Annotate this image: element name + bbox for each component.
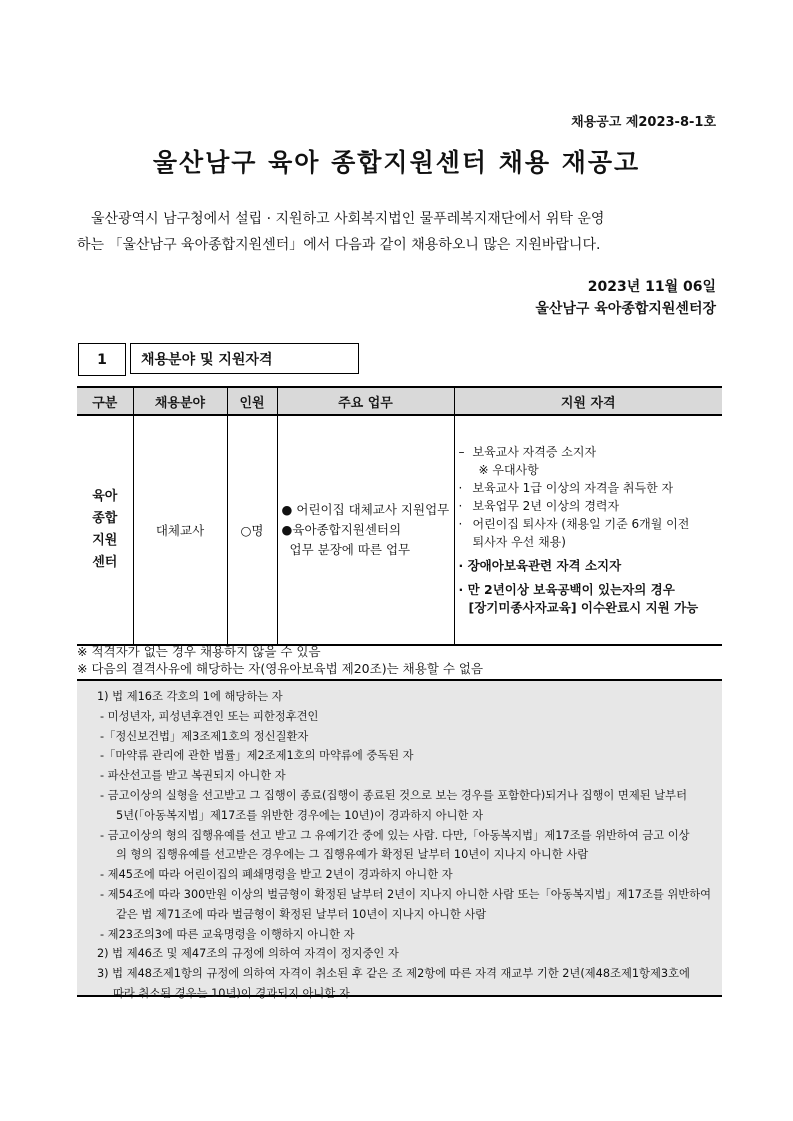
intro-line-2: 하는 「울산남구 육아종합지원센터」에서 다음과 같이 채용하오니 많은 지원바랍니다. (77, 237, 601, 253)
qual-text: 보육업무 2년 이상의 경력자 (472, 499, 620, 513)
disqual-line: 1) 법 제16조 각호의 1에 해당하는 자 (97, 690, 283, 703)
qual-bold-item: [장기미종사자교육] 이수완료시 지원 가능 (468, 600, 699, 615)
division-line: 육아 (92, 489, 118, 504)
disqual-line: 같은 법 제71조에 따라 벌금형이 확정된 날부터 10년이 지나지 아니한 사람 (116, 907, 487, 921)
disqual-line: - 금고이상의 실형을 선고받고 그 집행이 종료(집행이 종료된 것으로 보는 경우를 포함한다)되거나 집행이 면제된 날부터 (100, 788, 687, 802)
header-count: 인원 (227, 387, 277, 415)
qual-item (459, 515, 719, 533)
organization-name: 울산남구 육아종합지원센터장 (535, 301, 716, 317)
header-duties: 주요 업무 (277, 387, 454, 415)
recruitment-table (77, 386, 722, 646)
note-1: ※ 적격자가 없는 경우 채용하지 않을 수 있음 (77, 644, 321, 659)
duty-item: ● 어린이집 대체교사 지원업무 (281, 502, 450, 517)
qualifications-cell (454, 415, 722, 645)
qual-text: 보육교사 자격증 소지자 (472, 445, 597, 459)
disqual-line: 2) 법 제46조 및 제47조의 규정에 의하여 자격이 정지중인 자 (97, 947, 399, 961)
disqual-line: 5년(「아동복지법」제17조를 위반한 경우에는 10년)이 경과하지 아니한 자 (116, 808, 483, 822)
disqual-line: 의 형의 집행유예를 선고받은 경우에는 그 집행유예가 확정된 날부터 10년이 지나지 아니한 사람 (116, 848, 589, 862)
duties-cell (277, 415, 454, 645)
disqual-line: - 제45조에 따라 어린이집의 폐쇄명령을 받고 2년이 경과하지 아니한 자 (100, 868, 453, 882)
qual-text: 보육교사 1급 이상의 자격을 취득한 자 (472, 481, 674, 495)
qual-item (459, 533, 719, 551)
page-title: 울산남구 육아 종합지원센터 채용 재공고 (152, 148, 641, 177)
disqualification-box (77, 679, 722, 1000)
intro-line-1: 울산광역시 남구청에서 설립 · 지원하고 사회복지법인 물푸레복지재단에서 위탁 운영 (91, 211, 605, 227)
disqual-line: - 미성년자, 피성년후견인 또는 피한정후견인 (100, 709, 319, 723)
qual-item (459, 497, 719, 515)
qual-bold-item: · 만 2년이상 보육공백이 있는자의 경우 (458, 582, 675, 597)
qual-mark: · (458, 499, 463, 513)
header-field: 채용분야 (133, 387, 227, 415)
notice-number: 채용공고 제2023-8-1호 (571, 115, 716, 130)
disqual-line: -「정신보건법」제3조제1호의 정신질환자 (100, 729, 309, 743)
disqual-line: 따라 취소된 경우는 10년)이 경과되지 아니한 자 (113, 986, 350, 1000)
section-title: 채용분야 및 지원자격 (130, 343, 359, 374)
header-division: 구분 (77, 387, 133, 415)
count-cell: ○명 (227, 415, 277, 645)
qual-text: 퇴사자 우선 채용) (472, 535, 566, 549)
disqual-line: - 파산선고를 받고 복권되지 아니한 자 (100, 769, 286, 783)
division-line: 지원 (92, 533, 118, 548)
division-line: 종합 (92, 511, 118, 526)
section-number: 1 (78, 343, 126, 376)
notice-date: 2023년 11월 06일 (587, 279, 716, 295)
duty-item: ●육아종합지원센터의 (281, 522, 402, 537)
division-cell (77, 415, 133, 645)
duty-item: 업무 분장에 따른 업무 (289, 542, 411, 557)
header-qualifications: 지원 자격 (454, 387, 722, 415)
table-row (77, 415, 722, 645)
intro-paragraph (77, 206, 717, 258)
division-line: 센터 (92, 555, 118, 570)
qual-mark: · (458, 481, 463, 495)
disqual-line: - 금고이상의 형의 집행유예를 선고 받고 그 유예기간 중에 있는 사람. 다만,「아동복지법」제17조를 위반하여 금고 이상 (100, 828, 690, 842)
qual-item (459, 443, 719, 461)
disqual-line: - 제54조에 따라 300만원 이상의 벌금형이 확정된 날부터 2년이 지나지 아니한 사람 또는「아동복지법」제17조를 위반하여 (100, 887, 712, 901)
qual-item (459, 479, 719, 497)
qual-mark: · (458, 517, 463, 531)
disqual-line: -「마약류 관리에 관한 법률」제2조제1호의 마약류에 중독된 자 (100, 749, 414, 763)
field-cell: 대체교사 (133, 415, 227, 645)
disqual-line: 3) 법 제48조제1항의 규정에 의하여 자격이 취소된 후 같은 조 제2항에 따른 자격 재교부 기한 2년(제48조제1항제3호에 (97, 967, 690, 981)
table-header-row (77, 387, 722, 415)
qual-text: ※ 우대사항 (478, 463, 539, 477)
disqual-line: - 제23조의3에 따른 교육명령을 이행하지 아니한 자 (100, 927, 355, 941)
note-2: ※ 다음의 결격사유에 해당하는 자(영유아보육법 제20조)는 채용할 수 없음 (77, 661, 484, 676)
qual-text: 어린이집 퇴사자 (채용일 기준 6개월 이전 (472, 517, 690, 531)
qual-item (459, 461, 719, 479)
qual-bold-item: · 장애아보육관련 자격 소지자 (458, 558, 622, 573)
qual-mark: – (458, 445, 465, 459)
